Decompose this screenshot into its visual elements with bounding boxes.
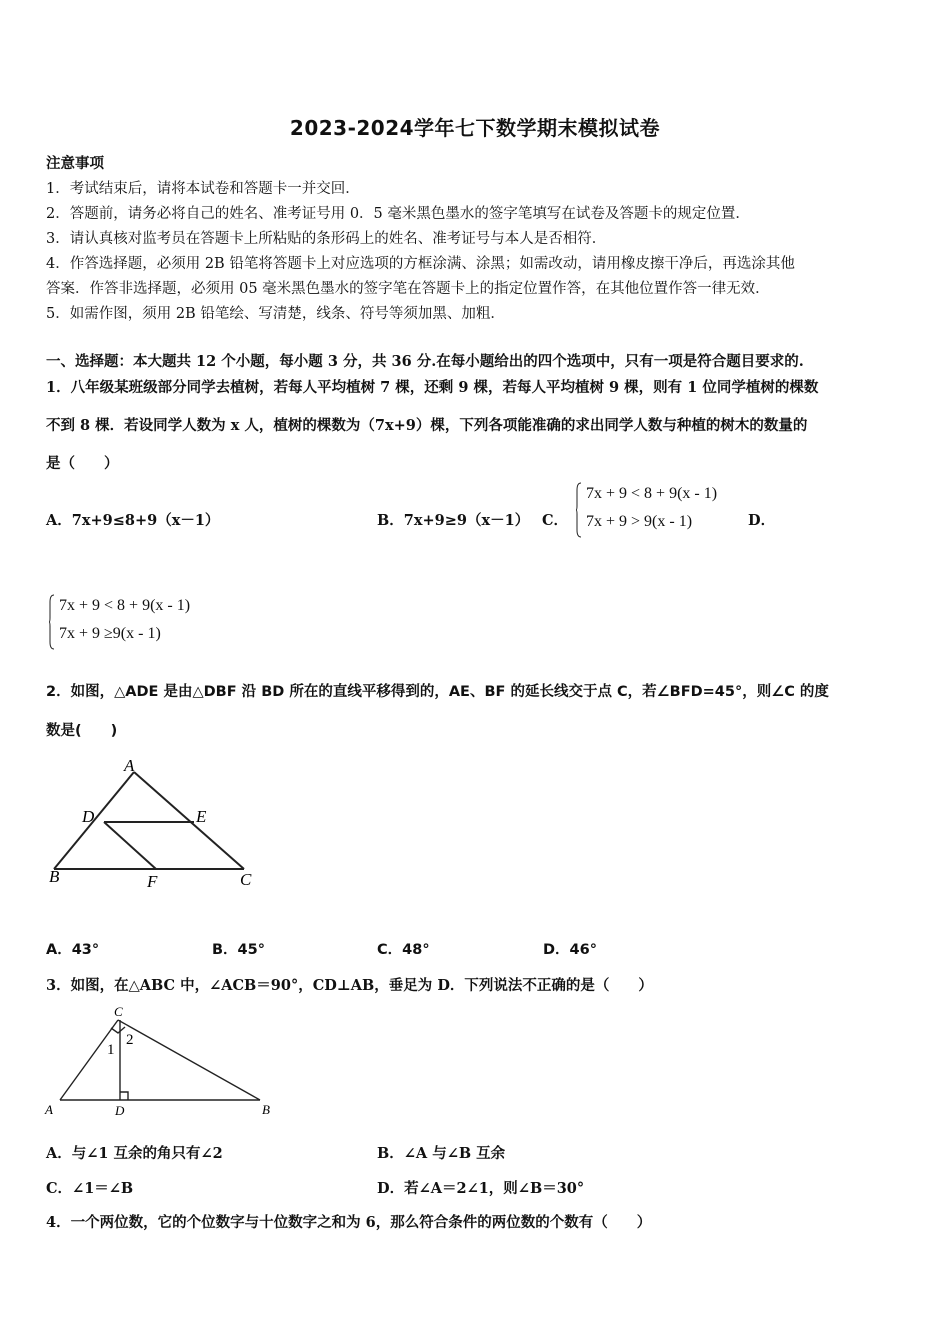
- notes-heading: 注意事项: [46, 155, 104, 172]
- note-item: 3．请认真核对监考员在答题卡上所粘贴的条形码上的姓名、准考证号与本人是否相符．: [46, 231, 607, 247]
- line-ac: [60, 1020, 118, 1100]
- section-heading: 一、选择题：本大题共 12 个小题，每小题 3 分，共 36 分.在每小题给出的四个选项中，只有一项是符合题目要求的.: [46, 353, 804, 370]
- line-ac: [134, 772, 244, 869]
- q1-line2: 不到 8 棵．若设同学人数为 x 人，植树的棵数为（7x+9）棵，下列各项能准确的求出同学人数与种植的树木的数量的: [46, 417, 808, 434]
- note-item: 5．如需作图，须用 2B 铅笔绘、写清楚，线条、符号等须加黑、加粗．: [46, 306, 505, 322]
- q3-option-c[interactable]: C．∠1＝∠B: [46, 1180, 134, 1197]
- q3-triangle-figure: [40, 1000, 290, 1125]
- q2-line1: 2．如图，△ADE 是由△DBF 沿 BD 所在的直线平移得到的，AE、BF 的延长线交于点 C，若∠BFD=45°，则∠C 的度: [46, 684, 829, 700]
- label-angle-1: 1: [107, 1042, 115, 1058]
- system-row: 7x + 9 ≥9(x - 1): [59, 625, 161, 642]
- system-row: 7x + 9 < 8 + 9(x - 1): [59, 597, 191, 614]
- label-d: D: [115, 1103, 125, 1118]
- system-row: 7x + 9 > 9(x - 1): [586, 513, 693, 530]
- right-angle-mark: [120, 1092, 128, 1100]
- q1-option-d-label[interactable]: D．: [748, 512, 776, 529]
- q2-option-c[interactable]: C．48°: [377, 942, 430, 958]
- q3-option-a[interactable]: A．与∠1 互余的角只有∠2: [46, 1145, 223, 1162]
- q3-option-d[interactable]: D．若∠A＝2∠1，则∠B＝30°: [377, 1180, 585, 1197]
- brace-icon: [576, 482, 582, 538]
- line-cb: [118, 1020, 260, 1100]
- q1-option-d-system[interactable]: [49, 594, 219, 650]
- q1-option-c-label[interactable]: C．: [542, 512, 569, 529]
- q2-option-b[interactable]: B．45°: [212, 942, 265, 958]
- q3-option-b[interactable]: B．∠A 与∠B 互余: [377, 1145, 506, 1162]
- q1-line3: 是（ ）: [46, 455, 119, 472]
- note-item: 答案．作答非选择题，必须用 05 毫米黑色墨水的签字笔在答题卡上的指定位置作答，在其他位置作答一律无效．: [46, 281, 770, 297]
- label-c: C: [114, 1004, 123, 1019]
- brace-icon: [49, 594, 55, 650]
- q2-triangle-figure: [44, 752, 274, 892]
- label-f: F: [147, 872, 158, 891]
- q2-option-d[interactable]: D．46°: [543, 942, 597, 958]
- label-d: D: [82, 807, 95, 826]
- label-angle-2: 2: [126, 1032, 134, 1048]
- label-b: B: [262, 1102, 270, 1117]
- q1-line1: 1．八年级某班级部分同学去植树，若每人平均植树 7 棵，还剩 9 棵，若每人平均植树 9 棵，则有 1 位同学植树的棵数: [46, 379, 819, 396]
- note-item: 1．考试结束后，请将本试卷和答题卡一并交回．: [46, 181, 360, 197]
- q1-option-c-system[interactable]: [576, 482, 746, 538]
- q1-option-a[interactable]: A．7x+9≤8+9（x－1）: [46, 512, 220, 529]
- note-item: 4．作答选择题，必须用 2B 铅笔将答题卡上对应选项的方框涂满、涂黑；如需改动，请用橡皮擦干净后，再选涂其他: [46, 256, 795, 272]
- line-df: [104, 822, 156, 869]
- q1-option-b[interactable]: B．7x+9≥9（x－1）: [377, 512, 530, 529]
- system-row: 7x + 9 < 8 + 9(x - 1): [586, 485, 718, 502]
- label-c: C: [240, 870, 252, 889]
- q2-option-a[interactable]: A．43°: [46, 942, 100, 958]
- label-b: B: [49, 867, 60, 886]
- q2-line2: 数是( ): [46, 723, 118, 739]
- note-item: 2．答题前，请务必将自己的姓名、准考证号用 0．5 毫米黑色墨水的签字笔填写在试卷及答题卡的规定位置．: [46, 206, 750, 222]
- page-title: 2023-2024学年七下数学期末模拟试卷: [289, 116, 661, 140]
- label-e: E: [196, 807, 207, 826]
- label-a: A: [124, 756, 135, 775]
- q3-question: 3．如图，在△ABC 中，∠ACB＝90°，CD⊥AB，垂足为 D．下列说法不正确的是（ ）: [46, 977, 653, 994]
- q4-question: 4．一个两位数，它的个位数字与十位数字之和为 6，那么符合条件的两位数的个数有（ ）: [46, 1214, 652, 1231]
- label-a: A: [45, 1102, 53, 1117]
